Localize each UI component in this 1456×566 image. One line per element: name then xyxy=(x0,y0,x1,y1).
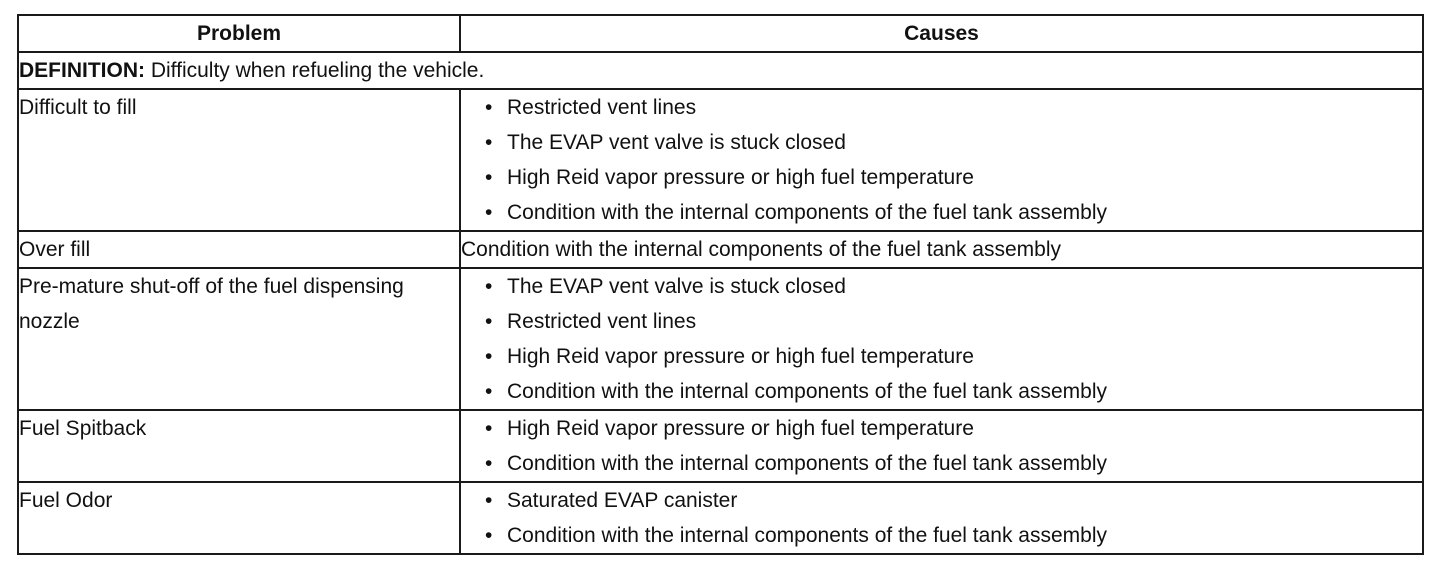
problem-cell: Fuel Spitback xyxy=(18,410,460,482)
cause-text: Condition with the internal components of the fuel tank assembly xyxy=(461,238,1062,261)
diagnostic-table xyxy=(17,14,1424,555)
bullet-icon: • xyxy=(485,275,493,298)
causes-cell xyxy=(460,482,1423,554)
definition-text: Difficulty when refueling the vehicle. xyxy=(150,59,485,82)
bullet-icon: • xyxy=(485,310,493,333)
cause-item xyxy=(461,304,1422,339)
table-row xyxy=(18,89,1423,231)
problem-cell: Pre-mature shut-off of the fuel dispensing nozzle xyxy=(18,268,460,410)
cause-list xyxy=(461,269,1422,409)
header-row xyxy=(18,15,1423,52)
cause-text: The EVAP vent valve is stuck closed xyxy=(507,131,846,154)
definition-label: DEFINITION: xyxy=(19,59,145,82)
causes-cell xyxy=(460,231,1423,268)
bullet-icon: • xyxy=(485,201,493,224)
cause-text: High Reid vapor pressure or high fuel temperature xyxy=(507,166,974,189)
cause-item xyxy=(461,446,1422,481)
header-causes: Causes xyxy=(460,15,1423,52)
table-row xyxy=(18,268,1423,410)
bullet-icon: • xyxy=(485,489,493,512)
cause-text: Restricted vent lines xyxy=(507,310,697,333)
cause-text: The EVAP vent valve is stuck closed xyxy=(507,275,846,298)
cause-item xyxy=(461,374,1422,409)
cause-item xyxy=(461,160,1422,195)
bullet-icon: • xyxy=(485,345,493,368)
bullet-icon: • xyxy=(485,166,493,189)
cause-item xyxy=(461,125,1422,160)
table-row xyxy=(18,482,1423,554)
header-problem: Problem xyxy=(18,15,460,52)
bullet-icon: • xyxy=(485,524,493,547)
bullet-icon: • xyxy=(485,417,493,440)
causes-cell xyxy=(460,410,1423,482)
cause-list xyxy=(461,483,1422,553)
definition-row xyxy=(18,52,1423,89)
cause-text: High Reid vapor pressure or high fuel temperature xyxy=(507,345,974,368)
bullet-icon: • xyxy=(485,131,493,154)
bullet-icon: • xyxy=(485,96,493,119)
table-row xyxy=(18,410,1423,482)
cause-text: Condition with the internal components of the fuel tank assembly xyxy=(507,452,1108,475)
cause-text: Restricted vent lines xyxy=(507,96,697,119)
cause-item xyxy=(461,195,1422,230)
cause-item xyxy=(461,411,1422,446)
cause-item xyxy=(461,518,1422,553)
bullet-icon: • xyxy=(485,380,493,403)
cause-text: Condition with the internal components of the fuel tank assembly xyxy=(507,524,1108,547)
cause-item xyxy=(461,269,1422,304)
causes-cell xyxy=(460,89,1423,231)
cause-list xyxy=(461,411,1422,481)
cause-text: Saturated EVAP canister xyxy=(507,489,738,512)
cause-item xyxy=(461,90,1422,125)
definition-cell xyxy=(18,52,1423,89)
cause-item xyxy=(461,339,1422,374)
causes-cell xyxy=(460,268,1423,410)
problem-cell: Fuel Odor xyxy=(18,482,460,554)
table-row xyxy=(18,231,1423,268)
bullet-icon: • xyxy=(485,452,493,475)
problem-cell: Over fill xyxy=(18,231,460,268)
cause-list xyxy=(461,90,1422,230)
cause-text: Condition with the internal components of the fuel tank assembly xyxy=(507,380,1108,403)
cause-item xyxy=(461,483,1422,518)
cause-text: Condition with the internal components of the fuel tank assembly xyxy=(507,201,1108,224)
cause-text: High Reid vapor pressure or high fuel temperature xyxy=(507,417,974,440)
problem-cell: Difficult to fill xyxy=(18,89,460,231)
